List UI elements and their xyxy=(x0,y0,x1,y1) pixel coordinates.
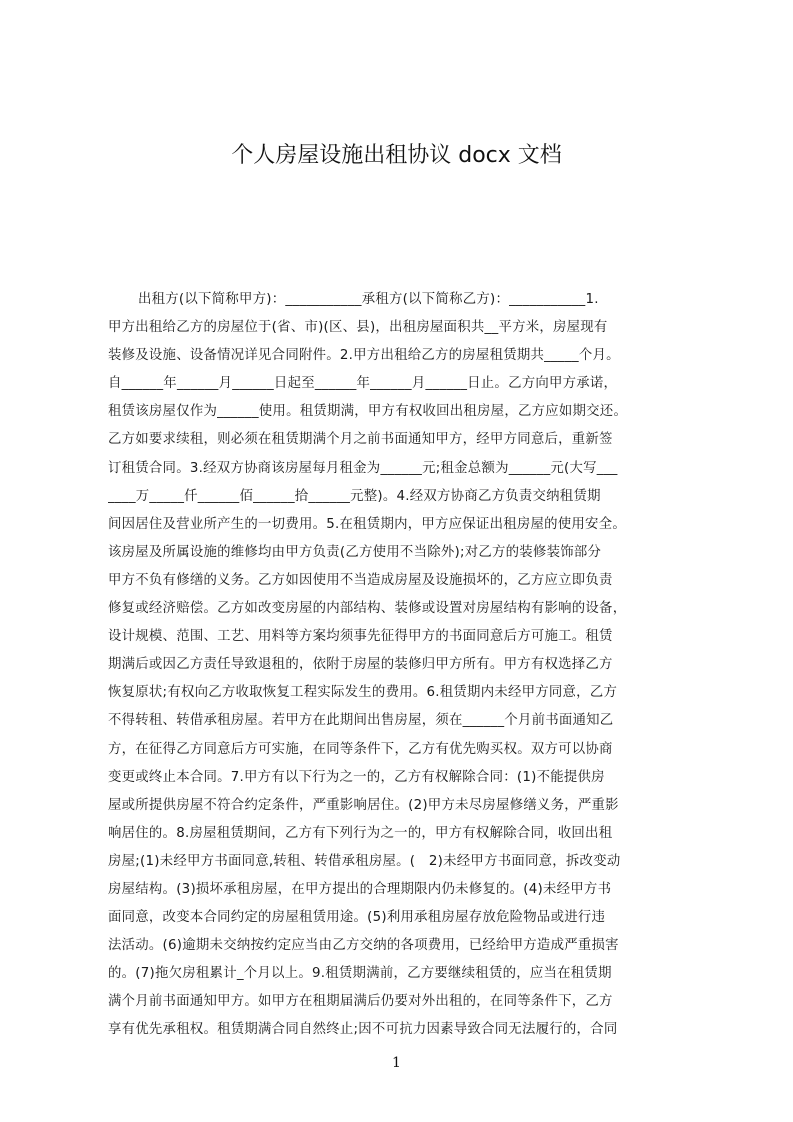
page-number: 1 xyxy=(392,1055,401,1071)
body-line: 甲方不负有修缮的义务。乙方如因使用不当造成房屋及设施损坏的，乙方应立即负责 xyxy=(108,572,613,588)
body-line: 变更或终止本合同。7.甲方有以下行为之一的，乙方有权解除合同：(1)不能提供房 xyxy=(108,769,605,785)
body-line: 租赁该房屋仅作为______使用。租赁期满，甲方有权收回出租房屋，乙方应如期交还。 xyxy=(108,404,628,420)
body-line: 享有优先承租权。租赁期满合同自然终止;因不可抗力因素导致合同无法履行的，合同 xyxy=(108,1022,618,1038)
body-line: 方，在征得乙方同意后方可实施，在同等条件下，乙方有优先购买权。双方可以协商 xyxy=(108,741,613,757)
body-line: 期满后或因乙方责任导致退租的，依附于房屋的装修归甲方所有。甲方有权选择乙方 xyxy=(108,657,613,673)
body-line: 房屋结构。(3)损坏承租房屋，在甲方提出的合理期限内仍未修复的。(4)未经甲方书 xyxy=(108,881,612,897)
body-line: 修复或经济赔偿。乙方如改变房屋的内部结构、装修或设置对房屋结构有影响的设备， xyxy=(108,601,627,617)
body-line: 设计规模、范围、工艺、用料等方案均须事先征得甲方的书面同意后方可施工。租赁 xyxy=(108,629,613,645)
body-line: 乙方如要求续租，则必须在租赁期满个月之前书面通知甲方，经甲方同意后，重新签 xyxy=(108,432,613,448)
body-line: 响居住的。8.房屋租赁期间，乙方有下列行为之一的，甲方有权解除合同，收回出租 xyxy=(108,825,613,841)
body-line: 间因居住及营业所产生的一切费用。5.在租赁期内，甲方应保证出租房屋的使用安全。 xyxy=(108,516,626,532)
body-line: 屋或所提供房屋不符合约定条件，严重影响居住。(2)甲方未尽房屋修缮义务，严重影 xyxy=(108,797,619,813)
body-line: 不得转租、转借承租房屋。若甲方在此期间出售房屋，须在______个月前书面通知乙 xyxy=(108,713,614,729)
body-line: 满个月前书面通知甲方。如甲方在租期届满后仍要对外出租的，在同等条件下，乙方 xyxy=(108,994,613,1010)
body-line: 订租赁合同。3.经双方协商该房屋每月租金为______元;租金总额为______元(大写___ xyxy=(108,460,618,476)
body-line: 房屋;(1)未经甲方书面同意,转租、转借承租房屋。( 2)未经甲方书面同意，拆改变动 xyxy=(108,853,621,869)
body-line: 面同意，改变本合同约定的房屋租赁用途。(5)利用承租房屋存放危险物品或进行违 xyxy=(108,910,606,926)
document-title: 个人房屋设施出租协议 docx 文档 xyxy=(231,143,562,168)
body-line: 甲方出租给乙方的房屋位于(省、市)(区、县)，出租房屋面积共__平方米，房屋现有 xyxy=(108,320,608,336)
body-line: ____万_____仟______佰______拾______元整)。4.经双方协商乙方负责交纳租赁期 xyxy=(108,488,601,504)
body-line: 的。(7)拖欠房租累计_个月以上。9.租赁期满前，乙方要继续租赁的，应当在租赁期 xyxy=(108,966,612,982)
body-line: 自______年______月______日起至______年______月______日止。乙方向甲方承诺， xyxy=(108,376,618,392)
contract-body xyxy=(108,286,698,1045)
body-line: 出租方(以下简称甲方)：___________承租方(以下简称乙方)：___________1. xyxy=(138,292,599,307)
body-line: 装修及设施、设备情况详见合同附件。2.甲方出租给乙方的房屋租赁期共_____个月。 xyxy=(108,348,620,364)
body-line: 该房屋及所属设施的维修均由甲方负责(乙方使用不当除外);对乙方的装修装饰部分 xyxy=(108,544,602,560)
body-line: 法活动。(6)逾期未交纳按约定应当由乙方交纳的各项费用，已经给甲方造成严重损害 xyxy=(108,938,619,954)
body-line: 恢复原状;有权向乙方收取恢复工程实际发生的费用。6.租赁期内未经甲方同意，乙方 xyxy=(108,685,618,701)
